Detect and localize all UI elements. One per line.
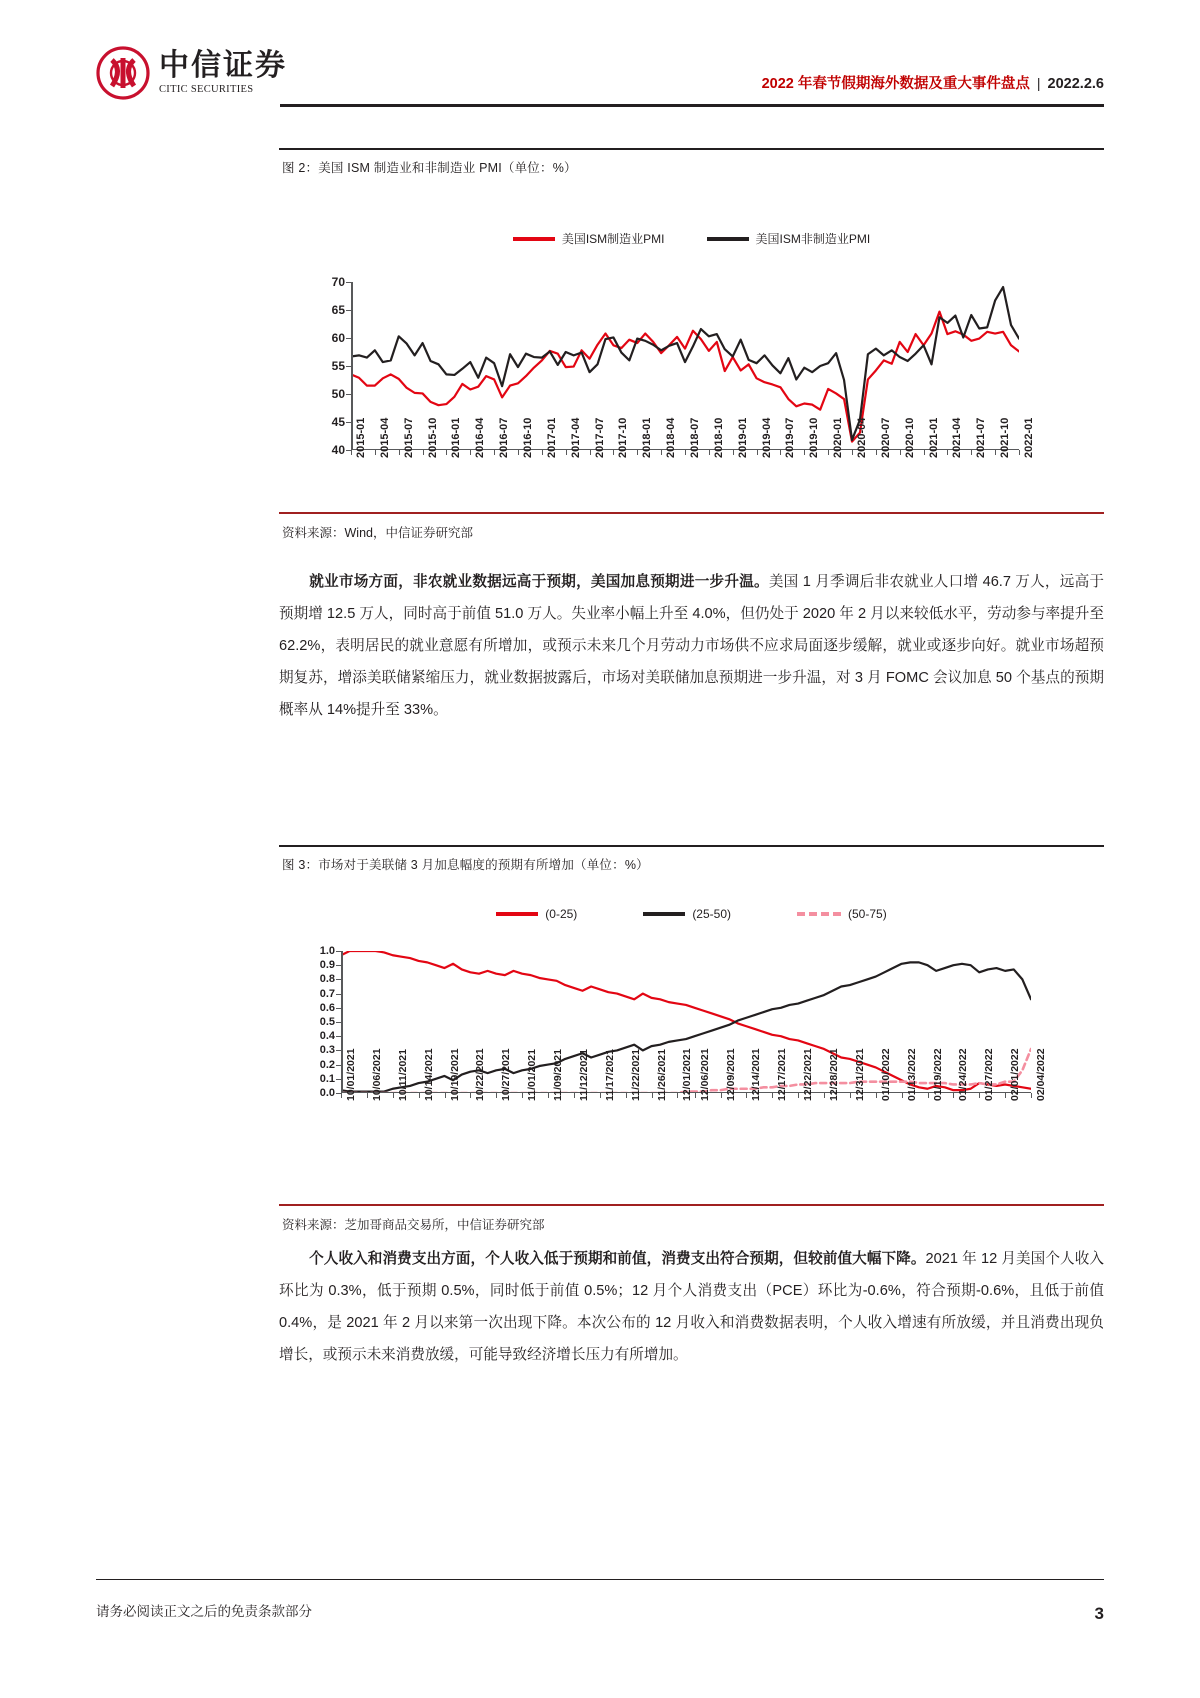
x-tick: [685, 450, 686, 455]
x-tick: [542, 450, 543, 455]
x-tick-label: 2021-04: [951, 417, 964, 458]
ism-pmi-legend: [279, 182, 1104, 247]
x-tick: [548, 1093, 549, 1098]
x-tick: [518, 450, 519, 455]
y-tick-label: 0.0: [319, 1087, 335, 1099]
x-tick: [721, 1093, 722, 1098]
x-tick: [733, 450, 734, 455]
x-tick: [626, 1093, 627, 1098]
x-tick-label: 2019-04: [760, 417, 773, 458]
paragraph-income-spending: [279, 1243, 1104, 1371]
paragraph-income-lead: 个人收入和消费支出方面，个人收入低于预期和前值，消费支出符合预期，但较前值大幅下降。: [309, 1251, 926, 1267]
x-tick: [709, 450, 710, 455]
x-tick-label: 2019-07: [784, 417, 797, 458]
x-tick: [590, 450, 591, 455]
y-tick-label: 0.7: [319, 987, 335, 1000]
figure-3-block: [279, 845, 1104, 1233]
x-tick-label: 2018-01: [641, 417, 654, 458]
legend-swatch-nonmanufacturing-icon: [707, 237, 749, 241]
x-tick: [798, 1093, 799, 1098]
x-tick-label: 2021-07: [975, 417, 988, 458]
x-tick: [661, 450, 662, 455]
legend-label-25-50: (25-50): [692, 907, 731, 921]
x-tick: [971, 450, 972, 455]
ism-pmi-chart: [279, 182, 1104, 458]
x-tick-label: 12/09/2021: [724, 1048, 737, 1101]
y-tick-label: 50: [331, 387, 345, 401]
x-tick-label: 2021-01: [927, 417, 940, 458]
y-tick-label: 55: [331, 359, 345, 373]
legend-label-0-25: (0-25): [545, 907, 578, 921]
footer-disclaimer: 请务必阅读正文之后的免责条款部分: [96, 1604, 312, 1619]
x-tick-label: 2017-07: [593, 417, 606, 458]
citic-logo: [96, 46, 287, 100]
paragraph-employment: [279, 566, 1104, 726]
y-tick: [346, 422, 351, 423]
legend-item-25-50: [643, 907, 731, 921]
x-tick-label: 01/27/2022: [983, 1048, 996, 1101]
x-tick-label: 11/12/2021: [577, 1049, 590, 1101]
x-tick-label: 01/19/2022: [931, 1048, 944, 1101]
x-tick: [900, 450, 901, 455]
x-tick: [947, 450, 948, 455]
report-title: 2022 年春节假期海外数据及重大事件盘点: [761, 76, 1030, 92]
x-tick: [924, 450, 925, 455]
x-tick: [852, 450, 853, 455]
x-tick-label: 2020-04: [856, 417, 868, 458]
y-tick-label: 0.9: [319, 959, 335, 972]
fomc-odds-legend: [279, 879, 1104, 921]
y-tick-label: 45: [331, 415, 345, 429]
x-tick: [772, 1093, 773, 1098]
x-tick-label: 10/11/2021: [396, 1049, 409, 1101]
x-tick: [1005, 1093, 1006, 1098]
x-tick: [652, 1093, 653, 1098]
x-tick-label: 10/27/2021: [500, 1048, 513, 1101]
x-tick-label: 2018-04: [665, 417, 678, 458]
header-divider: [280, 104, 1104, 107]
footer-page-number: 3: [1094, 1604, 1104, 1623]
x-tick: [522, 1093, 523, 1098]
x-tick-label: 01/13/2022: [905, 1048, 918, 1101]
x-tick-label: 2017-04: [569, 417, 582, 458]
ism-pmi-plot: [331, 275, 1035, 458]
x-tick-label: 01/10/2022: [879, 1048, 892, 1101]
x-tick-label: 11/26/2021: [655, 1049, 668, 1101]
y-tick: [336, 1008, 341, 1009]
legend-item-nonmanufacturing: [707, 230, 871, 247]
figure-3-body: [279, 879, 1104, 1204]
x-tick: [375, 450, 376, 455]
x-tick: [419, 1093, 420, 1098]
x-tick: [746, 1093, 747, 1098]
x-tick-label: 2022-01: [1023, 417, 1035, 458]
x-tick: [695, 1093, 696, 1098]
y-tick-label: 0.8: [319, 973, 335, 986]
x-tick: [613, 450, 614, 455]
x-tick-label: 2017-01: [545, 417, 558, 458]
x-tick: [757, 450, 758, 455]
page-header: [0, 0, 1200, 120]
x-tick-label: 2015-07: [402, 417, 415, 458]
x-tick-label: 2020-10: [903, 417, 916, 458]
x-tick: [876, 1093, 877, 1098]
x-tick: [928, 1093, 929, 1098]
y-tick: [336, 1079, 341, 1080]
fomc-odds-plot: [319, 945, 1047, 1101]
figure-2-source: 资料来源：Wind，中信证券研究部: [282, 526, 473, 540]
legend-swatch-manufacturing-icon: [513, 237, 555, 241]
x-tick: [850, 1093, 851, 1098]
x-tick-label: 2020-07: [879, 417, 892, 458]
x-tick-label: 2019-01: [736, 417, 749, 458]
y-axis: [341, 951, 343, 1093]
footer-divider: [96, 1579, 1104, 1581]
paragraph-employment-body: 美国 1 月季调后非农就业人口增 46.7 万人，远高于预期增 12.5 万人，同时高于前值 51.0 万人。失业率小幅上升至 4.0%，但仍处于 2020 年 2 月以来较低水平，劳动参与率提升至 62.2%，表明居民的就业意愿有所增加，或预示未来几个月劳动力市场供不应求局面逐步缓解，就业或逐步向好。就业市场超预期复苏，增添美联储紧缩压力，就业数据披露后，市场对美联储加息预期进一步升温，对 3 月 FOMC 会议加息 50 个基点的预期概率从 14%提升至 33%。: [279, 574, 1104, 718]
x-tick: [995, 450, 996, 455]
x-tick-label: 2017-10: [617, 417, 630, 458]
y-tick-label: 1.0: [319, 945, 335, 957]
x-tick-label: 12/14/2021: [750, 1048, 763, 1101]
x-tick: [445, 1093, 446, 1098]
figure-2-body: [279, 182, 1104, 512]
x-tick-label: 10/19/2021: [448, 1048, 461, 1101]
x-tick-label: 2015-10: [426, 417, 439, 458]
x-tick: [804, 450, 805, 455]
x-tick-label: 2015-04: [378, 417, 391, 458]
x-tick: [574, 1093, 575, 1098]
x-tick: [446, 450, 447, 455]
y-tick-label: 65: [331, 303, 345, 317]
x-tick: [393, 1093, 394, 1098]
x-tick-label: 11/17/2021: [603, 1049, 616, 1101]
y-tick-label: 0.4: [319, 1030, 335, 1043]
y-tick: [346, 366, 351, 367]
legend-swatch-0-25-icon: [496, 912, 538, 916]
fomc-odds-chart: [279, 879, 1104, 1101]
x-tick-label: 11/09/2021: [552, 1049, 564, 1101]
x-tick-label: 2016-01: [450, 417, 463, 458]
y-tick-label: 0.1: [319, 1072, 335, 1085]
x-tick: [399, 450, 400, 455]
x-tick-label: 11/22/2021: [629, 1049, 642, 1101]
y-tick: [346, 338, 351, 339]
x-tick-label: 02/04/2022: [1035, 1048, 1047, 1101]
legend-item-50-75: [797, 907, 887, 921]
x-tick: [824, 1093, 825, 1098]
x-tick-label: 2016-07: [498, 417, 511, 458]
logo-company-name-en: CITIC SECURITIES: [159, 83, 254, 95]
figure-2-caption: 图 2：美国 ISM 制造业和非制造业 PMI（单位：%）: [282, 161, 577, 175]
x-tick: [876, 450, 877, 455]
legend-swatch-25-50-icon: [643, 912, 685, 916]
x-tick: [979, 1093, 980, 1098]
x-tick-label: 2016-04: [474, 417, 487, 458]
x-tick: [494, 450, 495, 455]
x-tick-label: 2021-10: [999, 417, 1012, 458]
x-tick: [780, 450, 781, 455]
x-tick-label: 12/01/2021: [681, 1048, 694, 1101]
x-tick-label: 2018-07: [689, 417, 701, 458]
x-tick-label: 2015-01: [355, 417, 367, 458]
paragraph-employment-lead: 就业市场方面，非农就业数据远高于预期，美国加息预期进一步升温。: [309, 574, 769, 590]
y-tick: [336, 1036, 341, 1037]
legend-label-50-75: (50-75): [848, 907, 887, 921]
x-tick: [341, 1093, 342, 1098]
x-tick-label: 02/01/2022: [1009, 1048, 1022, 1101]
legend-swatch-50-75-icon: [797, 912, 841, 916]
x-tick-label: 12/31/2021: [853, 1048, 866, 1101]
y-tick: [346, 310, 351, 311]
x-tick-label: 2016-10: [522, 417, 534, 458]
y-tick: [346, 394, 351, 395]
y-tick-label: 0.5: [319, 1016, 335, 1028]
x-tick-label: 12/22/2021: [802, 1048, 815, 1101]
paragraph-income-body: 2021 年 12 月美国个人收入环比为 0.3%，低于预期 0.5%，同时低于前值 0.5%；12 月个人消费支出（PCE）环比为-0.6%，符合预期-0.6%，且低于前值 0.4%，是 2021 年 2 月以来第一次出现下降。本次公布的 12 月收入和消费数据表明，个人收入增速有所放缓，并且消费出现负增长，或预示未来消费放缓，可能导致经济增长压力有所增加。: [279, 1251, 1104, 1363]
x-tick: [902, 1093, 903, 1098]
y-tick: [336, 1022, 341, 1023]
x-tick-label: 11/01/2021: [526, 1049, 539, 1101]
header-title-block: [762, 72, 1104, 93]
legend-item-0-25: [496, 907, 577, 921]
x-tick: [637, 450, 638, 455]
x-tick: [423, 450, 424, 455]
x-tick: [470, 450, 471, 455]
y-tick: [336, 979, 341, 980]
x-tick-label: 12/28/2021: [828, 1048, 840, 1101]
y-axis: [351, 282, 353, 450]
y-tick-label: 40: [331, 443, 345, 457]
figure-3-source: 资料来源：芝加哥商品交易所，中信证券研究部: [282, 1218, 545, 1232]
y-tick: [336, 994, 341, 995]
figure-3-caption: 图 3：市场对于美联储 3 月加息幅度的预期有所增加（单位：%）: [282, 858, 649, 872]
x-tick: [367, 1093, 368, 1098]
x-tick: [566, 450, 567, 455]
y-tick: [336, 965, 341, 966]
x-tick: [470, 1093, 471, 1098]
y-tick-label: 0.6: [319, 1001, 335, 1014]
x-tick: [600, 1093, 601, 1098]
y-tick-label: 0.2: [319, 1058, 335, 1071]
x-tick-label: 2019-10: [808, 417, 821, 458]
legend-label-nonmanufacturing: 美国ISM非制造业PMI: [755, 232, 871, 246]
x-tick-label: 01/24/2022: [957, 1048, 970, 1101]
y-tick: [336, 1050, 341, 1051]
y-tick-label: 70: [331, 275, 345, 289]
x-tick-label: 2020-01: [832, 417, 845, 458]
x-tick-label: 12/17/2021: [776, 1048, 789, 1101]
header-separator: |: [1036, 75, 1041, 91]
y-tick: [336, 951, 341, 952]
x-tick: [1031, 1093, 1032, 1098]
y-tick: [346, 282, 351, 283]
x-tick-label: 12/06/2021: [698, 1048, 711, 1101]
logo-company-name-cn: 中信证券: [159, 48, 287, 82]
x-tick: [1019, 450, 1020, 455]
legend-label-manufacturing: 美国ISM制造业PMI: [561, 232, 665, 246]
x-tick: [828, 450, 829, 455]
figure-2-block: [279, 148, 1104, 541]
y-tick-label: 0.3: [319, 1044, 335, 1057]
x-tick-label: 10/14/2021: [422, 1048, 435, 1101]
legend-item-manufacturing: [513, 230, 665, 247]
x-tick: [953, 1093, 954, 1098]
x-tick-label: 2018-10: [712, 417, 725, 458]
x-tick-label: 10/06/2021: [370, 1048, 383, 1101]
x-tick-label: 10/01/2021: [345, 1048, 357, 1101]
x-tick: [496, 1093, 497, 1098]
y-tick: [336, 1065, 341, 1066]
y-tick-label: 60: [331, 331, 345, 345]
report-date: 2022.2.6: [1047, 76, 1104, 92]
x-tick-label: 10/22/2021: [474, 1048, 487, 1101]
x-tick: [351, 450, 352, 455]
x-tick: [677, 1093, 678, 1098]
citic-logo-mark-icon: [96, 46, 150, 100]
